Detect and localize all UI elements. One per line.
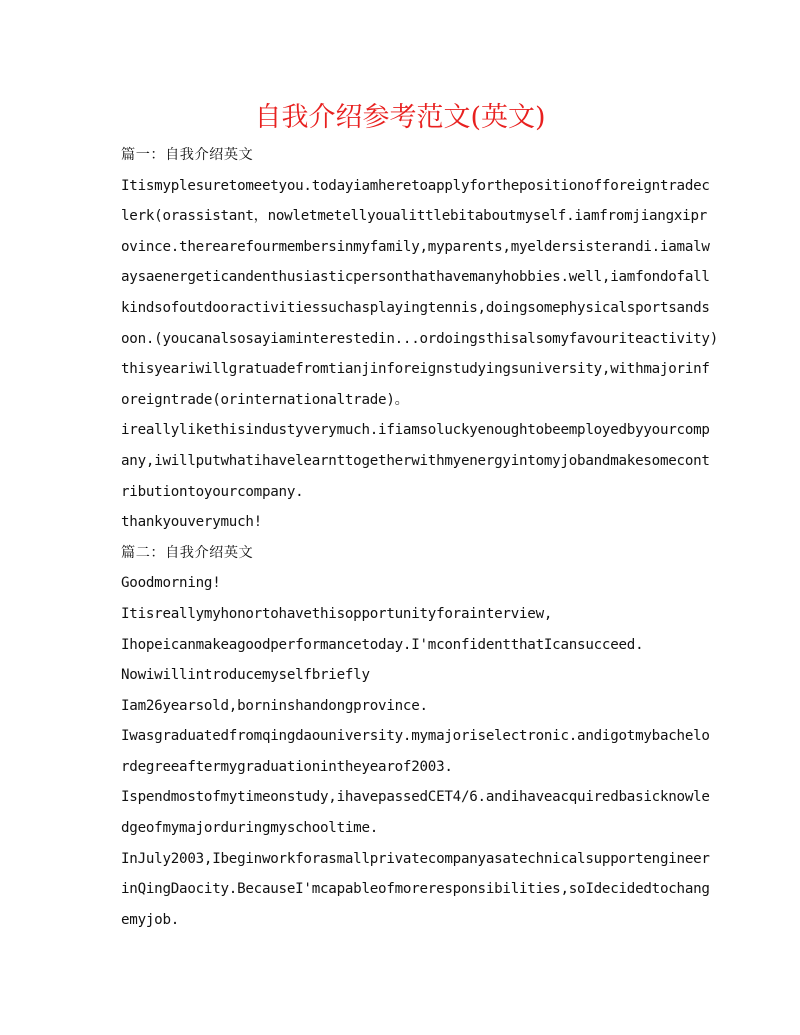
text-line: inQingDaocity.BecauseI'mcapableofmoreresponsibilities,soIdecidedtochang: [121, 881, 710, 898]
text-line: dgeofmymajorduringmyschooltime.: [121, 820, 379, 837]
text-line: Goodmorning!: [121, 575, 221, 592]
text-line: Itismyplesuretomeetyou.todayiamheretoapplyforthepositionofforeigntradec: [121, 177, 710, 194]
text-line: Iam26yearsold,borninshandongprovince.: [121, 697, 428, 714]
text-line: rdegreeaftermygraduationintheyearof2003.: [121, 758, 453, 775]
text-line: kindsofoutdooractivitiessuchasplayingtennis,doingsomephysicalsportsands: [121, 299, 710, 316]
text-line: thisyeariwillgratuadefromtianjinforeignstudyingsuniversity,withmajorinf: [121, 361, 710, 378]
text-line: Ihopeicanmakeagoodperformancetoday.I'mconfidentthatIcansucceed.: [121, 636, 644, 653]
text-line: lerk(orassistant，nowletmetellyoualittlebitaboutmyself.iamfromjiangxipr: [121, 208, 708, 225]
section-heading: 篇二：自我介绍英文: [121, 544, 254, 561]
text-line: Itisreallymyhonortohavethisopportunityforainterview,: [121, 605, 553, 622]
text-line: any,iwillputwhatihavelearnttogetherwithmyenergyintomyjobandmakesomecont: [121, 452, 710, 469]
text-line: oreigntrade(orinternationaltrade)。: [121, 391, 409, 408]
section-heading: 篇一：自我介绍英文: [121, 147, 254, 163]
text-line: Ispendmostofmytimeonstudy,ihavepassedCET4/6.andihaveacquiredbasicknowle: [121, 789, 710, 806]
text-line: Nowiwillintroducemyselfbriefly: [121, 667, 370, 684]
text-line: Iwasgraduatedfromqingdaouniversity.mymajoriselectronic.andigotmybachelo: [121, 728, 710, 745]
text-line: aysaenergeticandenthusiasticpersonthathavemanyhobbies.well,iamfondofall: [121, 269, 710, 286]
text-line: ireallylikethisindustyverymuch.ifiamsoluckyenoughtobeemployedbyyourcomp: [121, 422, 710, 439]
text-line: ributiontoyourcompany.: [121, 483, 304, 500]
text-line: emyjob.: [121, 911, 180, 928]
text-line: thankyouverymuch!: [121, 514, 262, 531]
text-line: InJuly2003,Ibeginworkforasmallprivatecompanyasatechnicalsupportengineer: [121, 850, 710, 867]
text-line: ovince.therearefourmembersinmyfamily,myparents,myeldersisterandi.iamalw: [121, 238, 710, 255]
document-title: 自我介绍参考范文(英文): [254, 102, 546, 133]
document-body: [121, 140, 718, 935]
text-line: oon.(youcanalsosayiaminterestedin...ordoingsthisalsomyfavouriteactivity): [121, 330, 718, 347]
